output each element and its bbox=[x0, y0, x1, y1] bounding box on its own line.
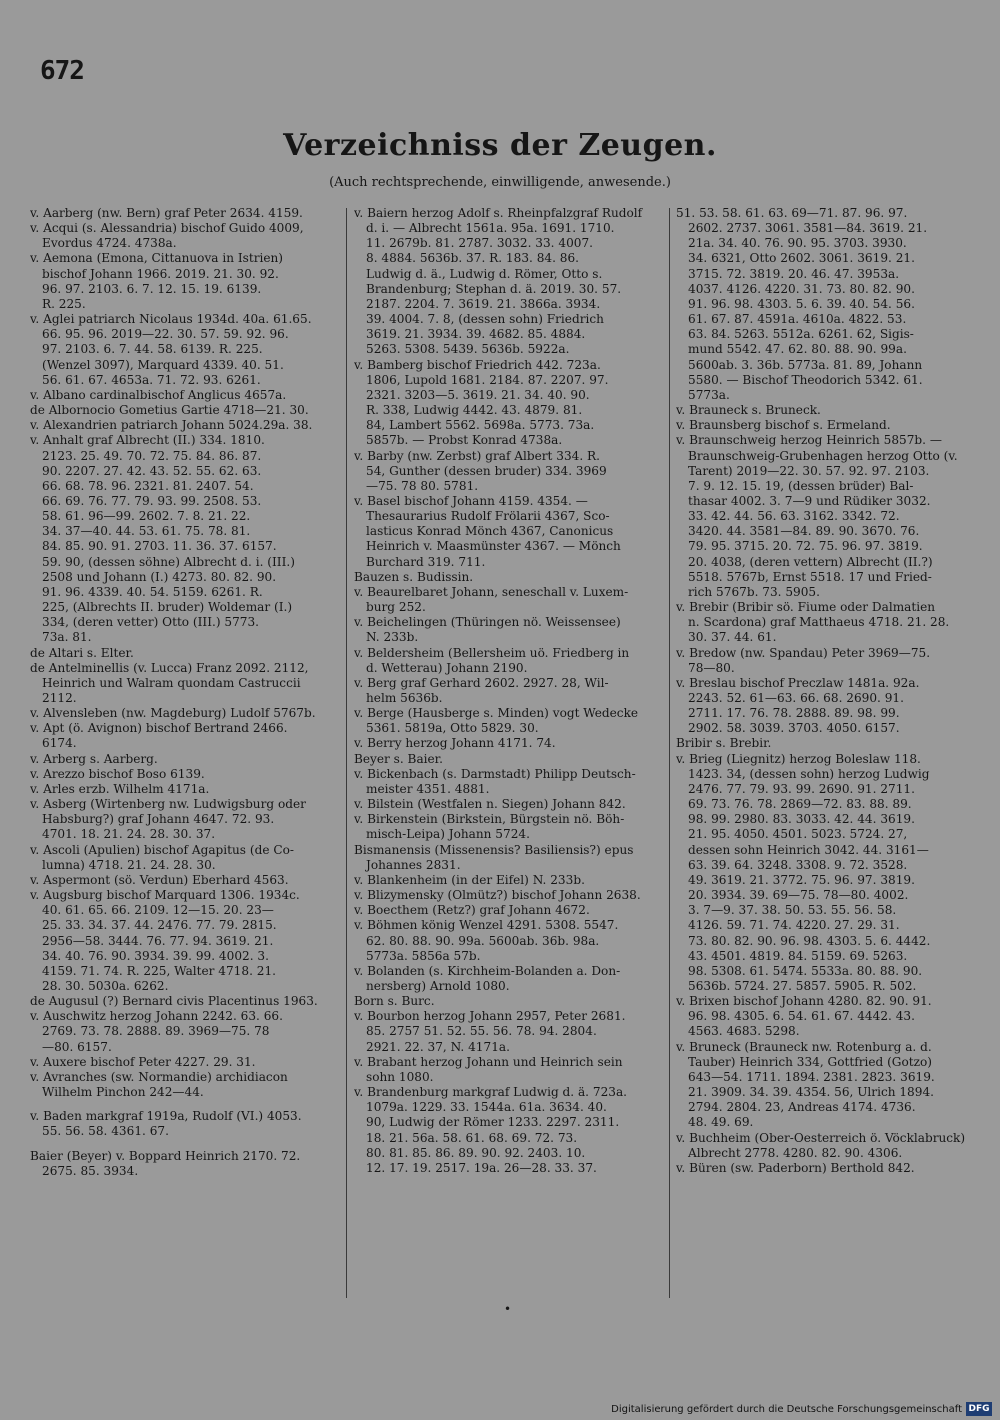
index-entry bbox=[354, 585, 664, 615]
entry-line: v. Beaurelbaret Johann, seneschall v. Luxem- bbox=[354, 584, 629, 599]
index-column-2 bbox=[354, 206, 664, 1318]
index-entry bbox=[676, 1131, 972, 1161]
index-entry bbox=[354, 676, 664, 706]
index-entry bbox=[354, 206, 664, 358]
entry-line: 34. 37—40. 44. 53. 61. 75. 78. 81. bbox=[42, 524, 251, 539]
entry-line: 5773a. 5856a 57b. bbox=[366, 948, 481, 963]
entry-line: v. Augsburg bischof Marquard 1306. 1934c. bbox=[30, 888, 300, 903]
entry-line: Burchard 319. 711. bbox=[366, 554, 486, 569]
entry-line: v. Berry herzog Johann 4171. 74. bbox=[354, 736, 556, 751]
entry-line: v. Blankenheim (in der Eifel) N. 233b. bbox=[354, 872, 585, 887]
index-entry bbox=[354, 736, 664, 751]
index-entry bbox=[354, 752, 664, 767]
entry-line: 2956—58. 3444. 76. 77. 94. 3619. 21. bbox=[42, 933, 274, 948]
footer-dot: • bbox=[504, 1302, 512, 1316]
entry-line: v. Berge (Hausberge s. Minden) vogt Wedecke bbox=[354, 706, 639, 721]
entry-line: Evordus 4724. 4738a. bbox=[42, 236, 177, 251]
index-entry bbox=[30, 1149, 340, 1179]
entry-line: v. Bredow (nw. Spandau) Peter 3969—75. bbox=[676, 645, 931, 660]
entry-line: v. Buchheim (Ober-Oesterreich ö. Vöcklabruck) bbox=[676, 1130, 966, 1145]
entry-line: 2321. 3203—5. 3619. 21. 34. 40. 90. bbox=[366, 387, 590, 402]
entry-line: 33. 42. 44. 56. 63. 3162. 3342. 72. bbox=[688, 509, 900, 524]
entry-line: 2112. bbox=[42, 691, 77, 705]
entry-line: 3420. 44. 3581—84. 89. 90. 3670. 76. bbox=[688, 524, 920, 539]
index-entry bbox=[30, 433, 340, 645]
entry-line: 90. 2207. 27. 42. 43. 52. 55. 62. 63. bbox=[42, 463, 262, 478]
index-entry bbox=[30, 706, 340, 721]
entry-line: Tarent) 2019—22. 30. 57. 92. 97. 2103. bbox=[688, 463, 930, 478]
entry-line: 58. 61. 96—99. 2602. 7. 8. 21. 22. bbox=[42, 509, 251, 524]
entry-line: Albrecht 2778. 4280. 82. 90. 4306. bbox=[688, 1145, 903, 1160]
index-entry bbox=[30, 1009, 340, 1054]
entry-line: v. Alvensleben (nw. Magdeburg) Ludolf 5767b. bbox=[30, 706, 316, 721]
entry-line: 49. 3619. 21. 3772. 75. 96. 97. 3819. bbox=[688, 872, 915, 887]
entry-line: misch-Leipa) Johann 5724. bbox=[366, 827, 530, 842]
index-entry bbox=[354, 1009, 664, 1054]
entry-line: bischof Johann 1966. 2019. 21. 30. 92. bbox=[42, 266, 279, 281]
index-entry bbox=[30, 1055, 340, 1070]
dfg-logo: DFG bbox=[966, 1402, 992, 1416]
entry-line: Heinrich und Walram quondam Castruccii bbox=[42, 675, 301, 690]
entry-line: v. Barby (nw. Zerbst) graf Albert 334. R. bbox=[354, 448, 600, 463]
entry-line: 20. 3934. 39. 69—75. 78—80. 4002. bbox=[688, 888, 909, 903]
entry-line: sohn 1080. bbox=[366, 1069, 434, 1084]
index-entry bbox=[676, 994, 972, 1039]
entry-line: 34. 6321, Otto 2602. 3061. 3619. 21. bbox=[688, 251, 915, 266]
index-entry bbox=[676, 1161, 972, 1176]
entry-line: v. Beldersheim (Bellersheim uö. Friedberg in bbox=[354, 645, 630, 660]
entry-line: 96. 97. 2103. 6. 7. 12. 15. 19. 6139. bbox=[42, 281, 262, 296]
entry-line: 59. 90, (dessen söhne) Albrecht d. i. (III.) bbox=[42, 554, 295, 569]
entry-line: dessen sohn Heinrich 3042. 44. 3161— bbox=[688, 842, 929, 857]
entry-line: 51. 53. 58. 61. 63. 69—71. 87. 96. 97. bbox=[676, 206, 908, 220]
entry-line: 2794. 2804. 23, Andreas 4174. 4736. bbox=[688, 1100, 916, 1115]
entry-line: —80. 6157. bbox=[42, 1039, 112, 1054]
entry-line: v. Asberg (Wirtenberg nw. Ludwigsburg oder bbox=[30, 797, 306, 812]
entry-line: v. Birkenstein (Birkstein, Bürgstein nö. Böh- bbox=[354, 812, 625, 827]
entry-line: v. Baden markgraf 1919a, Rudolf (VI.) 4053. bbox=[30, 1109, 302, 1124]
entry-line: 63. 84. 5263. 5512a. 6261. 62, Sigis- bbox=[688, 327, 914, 342]
entry-line: v. Blizymensky (Olmütz?) bischof Johann 2638. bbox=[354, 888, 641, 903]
entry-line: v. Breslau bischof Preczlaw 1481a. 92a. bbox=[676, 675, 920, 690]
entry-line: 21a. 34. 40. 76. 90. 95. 3703. 3930. bbox=[688, 236, 907, 251]
entry-line: v. Berg graf Gerhard 2602. 2927. 28, Wil- bbox=[354, 675, 609, 690]
page-subtitle: (Auch rechtsprechende, einwilligende, anwesende.) bbox=[329, 175, 671, 190]
entry-line: 12. 17. 19. 2517. 19a. 26—28. 33. 37. bbox=[366, 1160, 597, 1175]
entry-line: Baier (Beyer) v. Boppard Heinrich 2170. 72. bbox=[30, 1148, 301, 1163]
entry-line: 20. 4038, (deren vettern) Albrecht (II.?) bbox=[688, 554, 933, 569]
entry-line: 80. 81. 85. 86. 89. 90. 92. 2403. 10. bbox=[366, 1145, 586, 1160]
entry-line: v. Aarberg (nw. Bern) graf Peter 2634. 4159. bbox=[30, 206, 303, 220]
entry-line: 4037. 4126. 4220. 31. 73. 80. 82. 90. bbox=[688, 281, 915, 296]
index-entry bbox=[30, 994, 340, 1009]
entry-line: 4126. 59. 71. 74. 4220. 27. 29. 31. bbox=[688, 918, 900, 933]
entry-line: de Altari s. Elter. bbox=[30, 645, 134, 660]
entry-line: 2602. 2737. 3061. 3581—84. 3619. 21. bbox=[688, 221, 928, 236]
entry-line: 2508 und Johann (I.) 4273. 80. 82. 90. bbox=[42, 569, 277, 584]
entry-line: (Wenzel 3097), Marquard 4339. 40. 51. bbox=[42, 357, 284, 372]
entry-line: v. Auschwitz herzog Johann 2242. 63. 66. bbox=[30, 1009, 283, 1024]
entry-line: Heinrich v. Maasmünster 4367. — Mönch bbox=[366, 539, 621, 554]
entry-line: 96. 98. 4305. 6. 54. 61. 67. 4442. 43. bbox=[688, 1009, 915, 1024]
entry-line: burg 252. bbox=[366, 600, 426, 615]
entry-line: 78—80. bbox=[688, 660, 735, 675]
entry-line: Bismanensis (Missenensis? Basiliensis?) epus bbox=[354, 842, 634, 857]
entry-line: mund 5542. 47. 62. 80. 88. 90. 99a. bbox=[688, 342, 907, 357]
entry-line: v. Aspermont (sö. Verdun) Eberhard 4563. bbox=[30, 872, 289, 887]
entry-line: v. Apt (ö. Avignon) bischof Bertrand 2466. bbox=[30, 721, 288, 736]
entry-line: d. i. — Albrecht 1561a. 95a. 1691. 1710. bbox=[366, 221, 615, 236]
entry-line: lasticus Konrad Mönch 4367, Canonicus bbox=[366, 524, 614, 539]
index-entry bbox=[30, 721, 340, 751]
entry-line: 98. 99. 2980. 83. 3033. 42. 44. 3619. bbox=[688, 812, 915, 827]
index-entry bbox=[30, 418, 340, 433]
entry-line: v. Anhalt graf Albrecht (II.) 334. 1810. bbox=[30, 433, 265, 448]
index-column-1 bbox=[30, 206, 340, 1318]
entry-line: 2769. 73. 78. 2888. 89. 3969—75. 78 bbox=[42, 1024, 270, 1039]
entry-line: v. Brieg (Liegnitz) herzog Boleslaw 118. bbox=[676, 751, 921, 766]
index-entry bbox=[354, 570, 664, 585]
entry-line: Bribir s. Brebir. bbox=[676, 736, 772, 751]
index-entry bbox=[30, 251, 340, 312]
index-entry bbox=[676, 206, 972, 403]
index-entry bbox=[354, 873, 664, 888]
entry-line: 66. 69. 76. 77. 79. 93. 99. 2508. 53. bbox=[42, 493, 262, 508]
entry-line: thasar 4002. 3. 7—9 und Rüdiker 3032. bbox=[688, 493, 931, 508]
entry-line: 11. 2679b. 81. 2787. 3032. 33. 4007. bbox=[366, 236, 593, 251]
entry-line: R. 338, Ludwig 4442. 43. 4879. 81. bbox=[366, 403, 583, 418]
entry-line: 3619. 21. 3934. 39. 4682. 85. 4884. bbox=[366, 327, 586, 342]
footer-credit-text: Digitalisierung gefördert durch die Deutsche Forschungsgemeinschaft bbox=[611, 1404, 962, 1415]
entry-line: v. Beichelingen (Thüringen nö. Weissensee) bbox=[354, 615, 621, 630]
entry-line: N. 233b. bbox=[366, 630, 419, 645]
index-entry bbox=[30, 843, 340, 873]
index-entry bbox=[354, 1055, 664, 1085]
entry-line: Ludwig d. ä., Ludwig d. Römer, Otto s. bbox=[366, 266, 603, 281]
entry-line: 63. 39. 64. 3248. 3308. 9. 72. 3528. bbox=[688, 857, 908, 872]
entry-line: 48. 49. 69. bbox=[688, 1115, 754, 1130]
entry-line: v. Ascoli (Apulien) bischof Agapitus (de Co- bbox=[30, 842, 294, 857]
entry-line: 66. 95. 96. 2019—22. 30. 57. 59. 92. 96. bbox=[42, 327, 289, 342]
entry-line: v. Alexandrien patriarch Johann 5024.29a. 38. bbox=[30, 418, 313, 433]
entry-line: 3715. 72. 3819. 20. 46. 47. 3953a. bbox=[688, 266, 900, 281]
entry-line: 84. 85. 90. 91. 2703. 11. 36. 37. 6157. bbox=[42, 539, 277, 554]
entry-line: 5636b. 5724. 27. 5857. 5905. R. 502. bbox=[688, 978, 917, 993]
entry-line: 5580. — Bischof Theodorich 5342. 61. bbox=[688, 372, 923, 387]
entry-line: 55. 56. 58. 4361. 67. bbox=[42, 1124, 169, 1139]
entry-line: v. Braunsberg bischof s. Ermeland. bbox=[676, 418, 891, 433]
entry-line: Habsburg?) graf Johann 4647. 72. 93. bbox=[42, 812, 275, 827]
index-entry bbox=[354, 994, 664, 1009]
index-entry bbox=[30, 221, 340, 251]
entry-line: Johannes 2831. bbox=[366, 857, 461, 872]
index-entry bbox=[354, 767, 664, 797]
entry-line: v. Bruneck (Brauneck nw. Rotenburg a. d. bbox=[676, 1039, 932, 1054]
entry-line: 2243. 52. 61—63. 66. 68. 2690. 91. bbox=[688, 691, 904, 705]
entry-line: v. Albano cardinalbischof Anglicus 4657a. bbox=[30, 387, 287, 402]
entry-line: 2675. 85. 3934. bbox=[42, 1163, 139, 1178]
entry-line: v. Arezzo bischof Boso 6139. bbox=[30, 766, 205, 781]
index-entry bbox=[354, 449, 664, 494]
entry-line: 56. 61. 67. 4653a. 71. 72. 93. 6261. bbox=[42, 372, 261, 387]
index-entry bbox=[354, 1085, 664, 1176]
entry-line: 28. 30. 5030a. 6262. bbox=[42, 978, 169, 993]
index-entry bbox=[354, 358, 664, 449]
entry-line: Beyer s. Baier. bbox=[354, 751, 443, 766]
entry-line: 7. 9. 12. 15. 19, (dessen brüder) Bal- bbox=[688, 478, 914, 493]
entry-line: 30. 37. 44. 61. bbox=[688, 630, 777, 645]
index-entry bbox=[354, 888, 664, 903]
entry-line: 21. 95. 4050. 4501. 5023. 5724. 27, bbox=[688, 827, 908, 842]
entry-line: 3. 7—9. 37. 38. 50. 53. 55. 56. 58. bbox=[688, 903, 897, 918]
index-entry bbox=[30, 888, 340, 994]
entry-line: v. Aemona (Emona, Cittanuova in Istrien) bbox=[30, 251, 284, 266]
index-entry bbox=[354, 812, 664, 842]
entry-line: nersberg) Arnold 1080. bbox=[366, 978, 510, 993]
entry-line: Braunschweig-Grubenhagen herzog Otto (v. bbox=[688, 448, 958, 463]
index-entry bbox=[676, 600, 972, 645]
entry-line: v. Avranches (sw. Normandie) archidiacon bbox=[30, 1069, 288, 1084]
entry-line: 54, Gunther (dessen bruder) 334. 3969 bbox=[366, 463, 607, 478]
entry-line: rich 5767b. 73. 5905. bbox=[688, 584, 820, 599]
entry-line: 25. 33. 34. 37. 44. 2476. 77. 79. 2815. bbox=[42, 918, 277, 933]
entry-line: 4563. 4683. 5298. bbox=[688, 1024, 800, 1039]
entry-line: 66. 68. 78. 96. 2321. 81. 2407. 54. bbox=[42, 478, 254, 493]
entry-line: 2123. 25. 49. 70. 72. 75. 84. 86. 87. bbox=[42, 448, 262, 463]
entry-line: 334, (deren vetter) Otto (III.) 5773. bbox=[42, 615, 260, 630]
entry-line: v. Basel bischof Johann 4159. 4354. — bbox=[354, 493, 588, 508]
entry-line: n. Scardona) graf Matthaeus 4718. 21. 28. bbox=[688, 615, 950, 630]
entry-line: 2187. 2204. 7. 3619. 21. 3866a. 3934. bbox=[366, 296, 601, 311]
index-entry bbox=[30, 752, 340, 767]
index-entry bbox=[676, 736, 972, 751]
entry-line: Wilhelm Pinchon 242—44. bbox=[42, 1085, 204, 1100]
index-entry bbox=[354, 615, 664, 645]
entry-line: 5857b. — Probst Konrad 4738a. bbox=[366, 433, 563, 448]
entry-line: 6174. bbox=[42, 736, 77, 751]
entry-line: lumna) 4718. 21. 24. 28. 30. bbox=[42, 857, 216, 872]
index-entry bbox=[30, 646, 340, 661]
entry-line: 5518. 5767b, Ernst 5518. 17 und Fried- bbox=[688, 569, 932, 584]
entry-line: v. Aglei patriarch Nicolaus 1934d. 40a. 61.65. bbox=[30, 312, 312, 327]
entry-line: de Augusul (?) Bernard civis Placentinus 1963. bbox=[30, 994, 318, 1009]
entry-line: 97. 2103. 6. 7. 44. 58. 6139. R. 225. bbox=[42, 342, 263, 357]
entry-line: 1079a. 1229. 33. 1544a. 61a. 3634. 40. bbox=[366, 1100, 607, 1115]
entry-line: 5600ab. 3. 36b. 5773a. 81. 89, Johann bbox=[688, 357, 923, 372]
entry-line: v. Böhmen könig Wenzel 4291. 5308. 5547. bbox=[354, 918, 619, 933]
entry-line: 91. 96. 4339. 40. 54. 5159. 6261. R. bbox=[42, 584, 263, 599]
entry-line: 5361. 5819a, Otto 5829. 30. bbox=[366, 721, 539, 736]
entry-line: v. Büren (sw. Paderborn) Berthold 842. bbox=[676, 1160, 915, 1175]
index-entry bbox=[676, 403, 972, 418]
entry-line: 8. 4884. 5636b. 37. R. 183. 84. 86. bbox=[366, 251, 580, 266]
index-entry bbox=[676, 1040, 972, 1131]
column-rule bbox=[346, 208, 347, 1298]
entry-line: 69. 73. 76. 78. 2869—72. 83. 88. 89. bbox=[688, 797, 912, 812]
index-column-3 bbox=[676, 206, 972, 1318]
index-entry bbox=[30, 1070, 340, 1100]
entry-line: —75. 78 80. 5781. bbox=[366, 478, 479, 493]
entry-line: v. Brandenburg markgraf Ludwig d. ä. 723a. bbox=[354, 1085, 628, 1100]
index-entry bbox=[30, 312, 340, 388]
page-title: Verzeichniss der Zeugen. bbox=[283, 128, 717, 163]
entry-line: v. Auxere bischof Peter 4227. 29. 31. bbox=[30, 1054, 256, 1069]
index-entry bbox=[354, 646, 664, 676]
entry-line: v. Bamberg bischof Friedrich 442. 723a. bbox=[354, 357, 601, 372]
entry-line: 85. 2757 51. 52. 55. 56. 78. 94. 2804. bbox=[366, 1024, 597, 1039]
index-entry bbox=[354, 903, 664, 918]
entry-line: 90, Ludwig der Römer 1233. 2297. 2311. bbox=[366, 1115, 620, 1130]
index-entry bbox=[30, 206, 340, 221]
index-entry bbox=[30, 873, 340, 888]
entry-line: 225, (Albrechts II. bruder) Woldemar (I.) bbox=[42, 600, 293, 615]
entry-line: v. Bilstein (Westfalen n. Siegen) Johann 842. bbox=[354, 797, 626, 812]
entry-line: meister 4351. 4881. bbox=[366, 781, 490, 796]
page-number: 672 bbox=[40, 56, 84, 86]
entry-line: 73a. 81. bbox=[42, 630, 92, 645]
entry-line: Bauzen s. Budissin. bbox=[354, 569, 474, 584]
entry-line: v. Brebir (Bribir sö. Fiume oder Dalmatien bbox=[676, 600, 936, 615]
entry-line: v. Brixen bischof Johann 4280. 82. 90. 91. bbox=[676, 994, 932, 1009]
entry-line: 84, Lambert 5562. 5698a. 5773. 73a. bbox=[366, 418, 595, 433]
entry-line: R. 225. bbox=[42, 296, 86, 311]
index-entry bbox=[30, 767, 340, 782]
entry-line: v. Arles erzb. Wilhelm 4171a. bbox=[30, 781, 210, 796]
index-entry bbox=[30, 403, 340, 418]
entry-line: 2711. 17. 76. 78. 2888. 89. 98. 99. bbox=[688, 706, 900, 721]
entry-line: v. Boecthem (Retz?) graf Johann 4672. bbox=[354, 903, 590, 918]
entry-line: de Antelminellis (v. Lucca) Franz 2092. 2112, bbox=[30, 660, 309, 675]
entry-line: v. Baiern herzog Adolf s. Rheinpfalzgraf Rudolf bbox=[354, 206, 643, 220]
entry-line: 1806, Lupold 1681. 2184. 87. 2207. 97. bbox=[366, 372, 609, 387]
entry-line: d. Wetterau) Johann 2190. bbox=[366, 660, 528, 675]
entry-line: 18. 21. 56a. 58. 61. 68. 69. 72. 73. bbox=[366, 1130, 578, 1145]
entry-line: v. Acqui (s. Alessandria) bischof Guido 4009, bbox=[30, 221, 304, 236]
index-entry bbox=[354, 918, 664, 963]
index-entry bbox=[354, 797, 664, 812]
entry-line: 5263. 5308. 5439. 5636b. 5922a. bbox=[366, 342, 570, 357]
entry-line: v. Bickenbach (s. Darmstadt) Philipp Deutsch- bbox=[354, 766, 636, 781]
entry-line: Born s. Burc. bbox=[354, 994, 435, 1009]
entry-line: 61. 67. 87. 4591a. 4610a. 4822. 53. bbox=[688, 312, 907, 327]
entry-line: 40. 61. 65. 66. 2109. 12—15. 20. 23— bbox=[42, 903, 274, 918]
entry-line: 4159. 71. 74. R. 225, Walter 4718. 21. bbox=[42, 963, 276, 978]
index-entry bbox=[354, 843, 664, 873]
entry-line: 1423. 34, (dessen sohn) herzog Ludwig bbox=[688, 766, 930, 781]
entry-line: Brandenburg; Stephan d. ä. 2019. 30. 57. bbox=[366, 281, 622, 296]
entry-line: 21. 3909. 34. 39. 4354. 56, Ulrich 1894. bbox=[688, 1085, 934, 1100]
index-entry bbox=[676, 676, 972, 737]
entry-line: Tauber) Heinrich 334, Gottfried (Gotzo) bbox=[688, 1054, 932, 1069]
entry-line: 2476. 77. 79. 93. 99. 2690. 91. 2711. bbox=[688, 781, 915, 796]
entry-line: 643—54. 1711. 1894. 2381. 2823. 3619. bbox=[688, 1069, 935, 1084]
column-rule bbox=[669, 208, 670, 1298]
index-entry bbox=[354, 964, 664, 994]
entry-line: 43. 4501. 4819. 84. 5159. 69. 5263. bbox=[688, 948, 908, 963]
entry-line: 2902. 58. 3039. 3703. 4050. 6157. bbox=[688, 721, 900, 736]
entry-line: 34. 40. 76. 90. 3934. 39. 99. 4002. 3. bbox=[42, 948, 269, 963]
entry-line: Thesaurarius Rudolf Frölarii 4367, Sco- bbox=[366, 509, 610, 524]
index-entry bbox=[30, 661, 340, 706]
entry-line: 73. 80. 82. 90. 96. 98. 4303. 5. 6. 4442. bbox=[688, 933, 931, 948]
index-entry bbox=[354, 706, 664, 736]
entry-line: v. Braunschweig herzog Heinrich 5857b. — bbox=[676, 433, 942, 448]
index-entry bbox=[676, 418, 972, 433]
index-entry bbox=[676, 752, 972, 995]
entry-line: 98. 5308. 61. 5474. 5533a. 80. 88. 90. bbox=[688, 963, 923, 978]
entry-line: de Albornocio Gometius Gartie 4718—21. 30. bbox=[30, 403, 309, 418]
entry-line: v. Arberg s. Aarberg. bbox=[30, 751, 158, 766]
entry-line: v. Bourbon herzog Johann 2957, Peter 2681. bbox=[354, 1009, 626, 1024]
entry-line: 91. 96. 98. 4303. 5. 6. 39. 40. 54. 56. bbox=[688, 296, 915, 311]
entry-line: helm 5636b. bbox=[366, 691, 443, 705]
index-entry bbox=[676, 646, 972, 676]
index-entry bbox=[30, 797, 340, 842]
entry-line: v. Brauneck s. Bruneck. bbox=[676, 403, 821, 418]
entry-line: 5773a. bbox=[688, 387, 730, 402]
entry-line: v. Brabant herzog Johann und Heinrich sein bbox=[354, 1054, 623, 1069]
entry-line: 79. 95. 3715. 20. 72. 75. 96. 97. 3819. bbox=[688, 539, 923, 554]
index-entry bbox=[30, 1109, 340, 1139]
entry-line: 4701. 18. 21. 24. 28. 30. 37. bbox=[42, 827, 216, 842]
entry-line: 39. 4004. 7. 8, (dessen sohn) Friedrich bbox=[366, 312, 604, 327]
index-entry bbox=[30, 782, 340, 797]
index-entry bbox=[30, 388, 340, 403]
index-entry bbox=[676, 433, 972, 600]
entry-line: v. Bolanden (s. Kirchheim-Bolanden a. Don- bbox=[354, 963, 621, 978]
entry-line: 62. 80. 88. 90. 99a. 5600ab. 36b. 98a. bbox=[366, 933, 600, 948]
index-entry bbox=[354, 494, 664, 570]
entry-line: 2921. 22. 37, N. 4171a. bbox=[366, 1039, 510, 1054]
